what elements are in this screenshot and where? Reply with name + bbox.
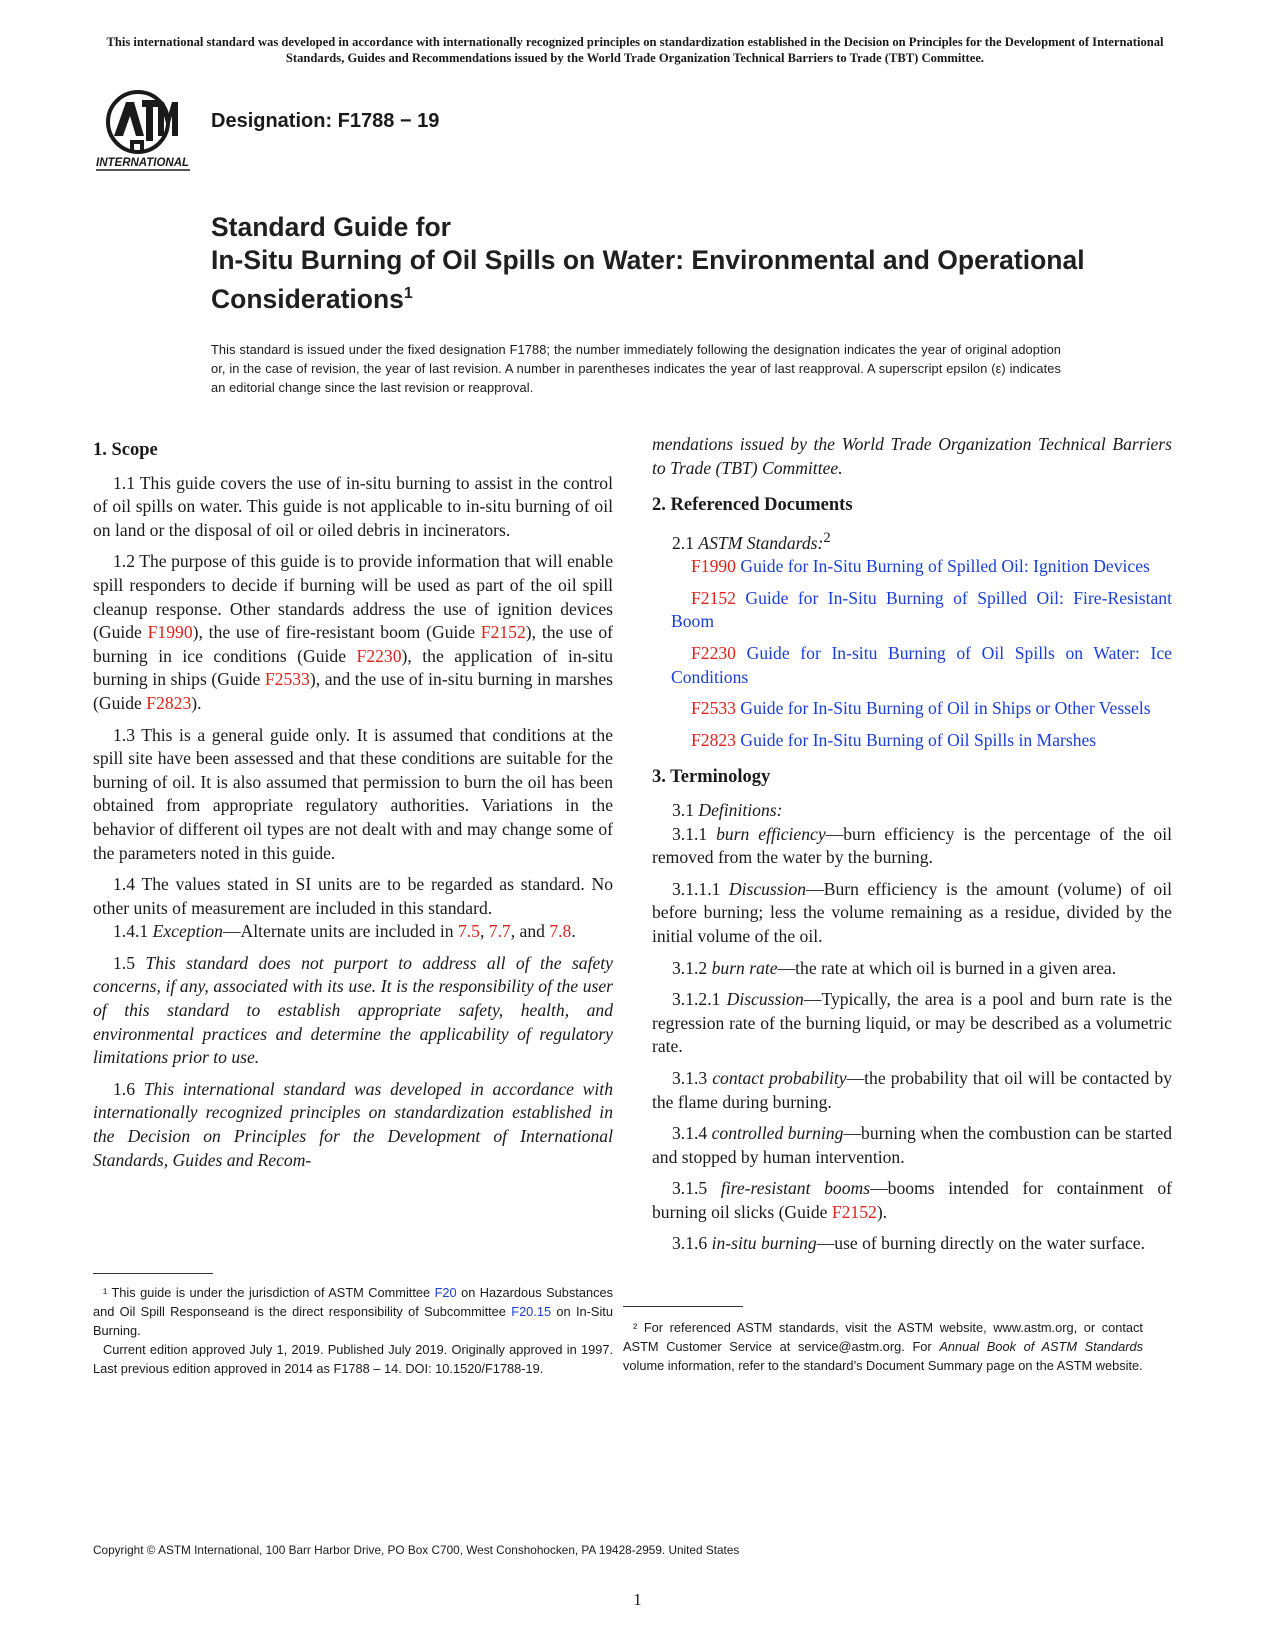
section-heading-referenced-documents: 2. Referenced Documents bbox=[652, 495, 853, 516]
ref-link-7-8[interactable]: 7.8 bbox=[549, 921, 572, 942]
definition-term: controlled burning bbox=[711, 1123, 844, 1144]
referenced-standard-item bbox=[652, 729, 1172, 753]
ref-link-f2230[interactable]: F2230 bbox=[356, 645, 402, 666]
para-1-4-1: 1.4.1 Exception—Alternate units are included in 7.5, 7.7, and 7.8. bbox=[113, 921, 576, 942]
international-standard-note: This international standard was developed in accordance with internationally recognized principles on standardization established in the Decision on Principles for the Development of International Standards, Guides and Recommendations issued by the World Trade Organization Technical Barriers to Trade (TBT) Committee. bbox=[106, 35, 1164, 65]
ref-link-f2152-def[interactable]: F2152 bbox=[831, 1201, 877, 1222]
section-heading-terminology: 3. Terminology bbox=[652, 767, 771, 788]
standard-code-link[interactable]: F2823 bbox=[691, 729, 736, 750]
definition-term: burn rate bbox=[711, 957, 778, 978]
standard-code-link[interactable]: F2230 bbox=[691, 643, 736, 664]
definition-item: 3.1.1.1 Discussion—Burn efficiency is the amount (volume) of oil before burning; less the volume remaining as a residue, divided by the initial volume of the oil. bbox=[652, 878, 1173, 946]
standard-title-link[interactable]: Guide for In-Situ Burning of Spilled Oil: Ignition Devices bbox=[740, 556, 1150, 577]
ref-link-7-7[interactable]: 7.7 bbox=[488, 921, 511, 942]
document-title bbox=[211, 211, 1111, 316]
copyright-line: Copyright © ASTM International, 100 Barr Harbor Drive, PO Box C700, West Conshohocken, PA 19428-2959. United States bbox=[93, 1543, 740, 1557]
page-number: 1 bbox=[633, 1590, 642, 1609]
standard-title-link[interactable]: Guide for In-Situ Burning of Oil in Ships or Other Vessels bbox=[740, 698, 1151, 719]
standard-title-link[interactable]: Guide for In-Situ Burning of Spilled Oil: Fire-Resistant Boom bbox=[671, 587, 1172, 632]
referenced-standard-item bbox=[652, 555, 1172, 579]
para-2-1: 2.1 ASTM Standards:$^2$ bbox=[672, 529, 831, 553]
para-3-1: 3.1 Definitions: bbox=[672, 799, 783, 820]
definitions-list bbox=[652, 823, 1172, 1170]
standard-code-link[interactable]: F2152 bbox=[691, 587, 736, 608]
ref-link-f2533[interactable]: F2533 bbox=[264, 669, 310, 690]
footnote-rule-left bbox=[93, 1273, 213, 1274]
definition-item: 3.1.1 burn efficiency—burn efficiency is the percentage of the oil removed from the water by the burning. bbox=[652, 823, 1173, 868]
title-line-2: In-Situ Burning of Oil Spills on Water: Environmental and Operational Considerations$^1$ bbox=[211, 245, 1085, 314]
para-1-5: 1.5 This standard does not purport to address all of the safety concerns, if any, associated with its use. It is the responsibility of the user of this standard to establish appropriate safety, health, and environmental practices and determine the applicability of regulatory limitations prior to use. bbox=[93, 952, 613, 1068]
right-column bbox=[652, 433, 1172, 1264]
def-3-1-5: 3.1.5 fire-resistant booms—booms intended for containment of burning oil slicks (Guide F2152). bbox=[652, 1178, 1172, 1222]
referenced-standards-list bbox=[652, 555, 1172, 752]
definition-term: Discussion bbox=[728, 878, 807, 899]
para-1-3: 1.3 This is a general guide only. It is assumed that conditions at the spill site have been assessed and that these conditions are suitable for the burning of oil. It is also assumed that permission to burn the oil has been obtained from appropriate regulatory authorities. Variations in the behavior of different oil types are not dealt with and may change some of the parameters noted in this guide. bbox=[93, 724, 613, 863]
section-heading-scope: 1. Scope bbox=[93, 440, 158, 460]
ref-link-f1990[interactable]: F1990 bbox=[147, 622, 193, 643]
title-line-1: Standard Guide for bbox=[211, 212, 451, 242]
designation: Designation: F1788 − 19 bbox=[211, 110, 440, 132]
ref-link-f2152[interactable]: F2152 bbox=[480, 622, 526, 643]
para-1-6: 1.6 This international standard was developed in accordance with internationally recognized principles on standardization established in the Decision on Principles for the Development of International Standards, Guides and Recom- bbox=[93, 1078, 613, 1170]
footnote-2: ² For referenced ASTM standards, visit the ASTM website, www.astm.org, or contact ASTM Customer Service at service@astm.org. For Annual Book of ASTM Standards volume information, refer to the standard’s Document Summary page on the ASTM website. bbox=[623, 1320, 1143, 1373]
issuance-statement: This standard is issued under the fixed designation F1788; the number immediately following the designation indicates the year of original adoption or, in the case of revision, the year of last revision. A number in parentheses indicates the year of last reapproval. A superscript epsilon (ε) indicates an editorial change since the last revision or reapproval. bbox=[211, 342, 1061, 395]
title-footnote-marker: 1 bbox=[403, 285, 413, 302]
footnote-1: ¹ This guide is under the jurisdiction of ASTM Committee F20 on Hazardous Substances and Oil Spill Responseand is the direct responsibility of Subcommittee F20.15 on In-Situ Burning. Current edition approved July 1, 2019. Published July 2019. Originally approved in 1997. Last previous edition approved in 2014 as F1788 – 14. DOI: 10.1520/F1788-19. bbox=[93, 1285, 613, 1376]
standard-code-link[interactable]: F1990 bbox=[691, 556, 736, 577]
standard-title-link[interactable]: Guide for In-situ Burning of Oil Spills on Water: Ice Conditions bbox=[671, 643, 1172, 687]
referenced-standard-item bbox=[652, 587, 1172, 634]
svg-text:INTERNATIONAL: INTERNATIONAL bbox=[96, 157, 190, 169]
para-1-2: 1.2 The purpose of this guide is to provide information that will enable spill responders to decide if burning will be used as part of the oil spill cleanup response. Other standards address the use of ignition devices (Guide F1990), the use of fire-resistant boom (Guide F2152), the use of burning in ice conditions (Guide F2230), the application of in-situ burning in ships (Guide F2533), and the use of in-situ burning in marshes (Guide F2823). bbox=[93, 551, 614, 713]
referenced-standard-item bbox=[652, 642, 1172, 689]
committee-link-f20[interactable]: F20 bbox=[434, 1285, 457, 1300]
referenced-standard-item bbox=[652, 697, 1172, 721]
definition-term: Discussion bbox=[726, 989, 804, 1010]
ref-link-f2823[interactable]: F2823 bbox=[146, 692, 192, 713]
definition-item: 3.1.2 burn rate—the rate at which oil is burned in a given area. bbox=[672, 957, 1117, 978]
definition-term: burn efficiency bbox=[716, 823, 826, 844]
ref-link-7-5[interactable]: 7.5 bbox=[457, 921, 480, 942]
astm-logo bbox=[92, 88, 200, 180]
definition-term: contact probability bbox=[712, 1067, 847, 1088]
def-3-1-6: 3.1.6 in-situ burning—use of burning directly on the water surface. bbox=[672, 1233, 1145, 1254]
subcommittee-link-f20-15[interactable]: F20.15 bbox=[511, 1304, 552, 1319]
para-1-4: 1.4 The values stated in SI units are to be regarded as standard. No other units of measurement are included in this standard. bbox=[93, 874, 613, 918]
definition-item: 3.1.3 contact probability—the probability that oil will be contacted by the flame during burning. bbox=[652, 1067, 1172, 1112]
standard-title-link[interactable]: Guide for In-Situ Burning of Oil Spills in Marshes bbox=[740, 729, 1097, 750]
left-column bbox=[93, 433, 613, 1180]
definition-item: 3.1.2.1 Discussion—Typically, the area is a pool and burn rate is the regression rate of the burning liquid, or may be described as a volumetric rate. bbox=[652, 989, 1172, 1057]
definition-item: 3.1.4 controlled burning—burning when the combustion can be started and stopped by human intervention. bbox=[652, 1123, 1173, 1167]
footnote-rule-right bbox=[623, 1306, 743, 1307]
para-1-6-continued: mendations issued by the World Trade Organization Technical Barriers to Trade (TBT) Committee. bbox=[652, 434, 1172, 478]
standard-code-link[interactable]: F2533 bbox=[691, 698, 736, 719]
para-1-1: 1.1 This guide covers the use of in-situ burning to assist in the control of oil spills on water. This guide is not applicable to in-situ burning of oil on land or the disposal of oil or oiled debris in incinerators. bbox=[93, 472, 613, 540]
